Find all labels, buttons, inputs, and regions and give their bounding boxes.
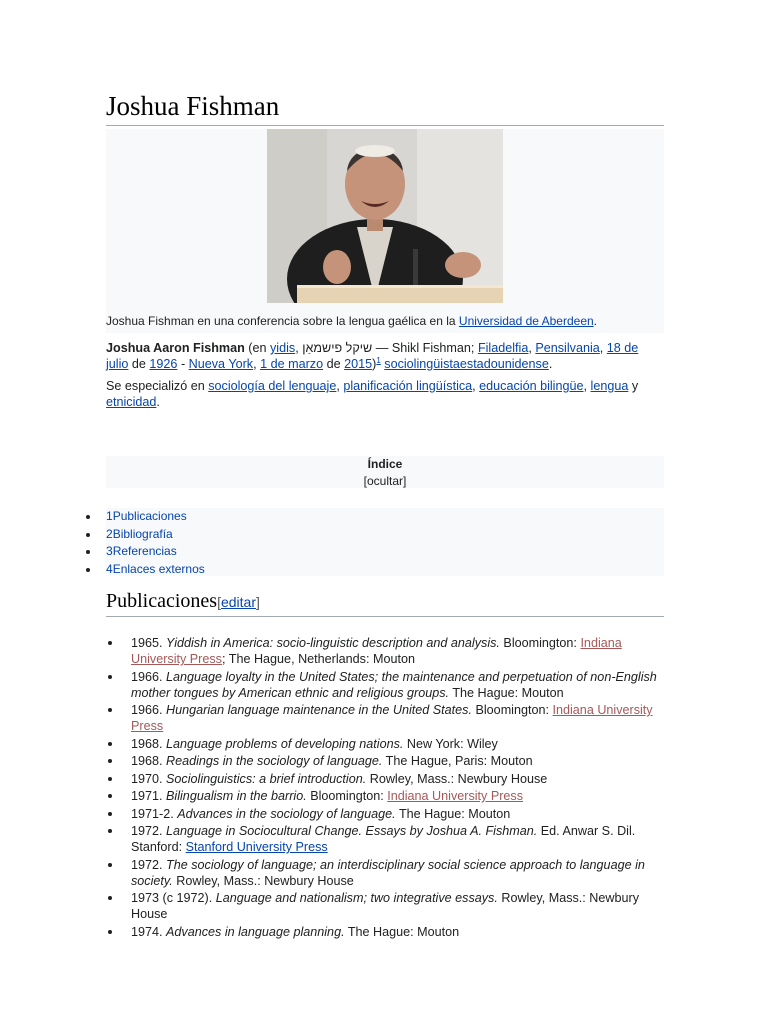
- publication-item: 1966. Hungarian language maintenance in the United States. Bloomington: Indiana University Press: [131, 702, 664, 734]
- link-planificacion-linguistica[interactable]: planificación lingüística: [343, 379, 473, 393]
- toc-item-enlaces-externos[interactable]: 4Enlaces externos: [106, 561, 664, 579]
- publication-item: 1971. Bilingualism in the barrio. Bloomington: Indiana University Press: [131, 788, 664, 804]
- section-heading-publicaciones: Publicaciones[editar]: [106, 588, 664, 617]
- publication-item: 1970. Sociolinguistics: a brief introduction. Rowley, Mass.: Newbury House: [131, 771, 664, 787]
- specialization-paragraph: Se especializó en sociología del lenguaje, planificación lingüística, educación bilingüe, lengua y etnicidad.: [106, 379, 639, 409]
- publisher-link[interactable]: Indiana University Press: [131, 703, 653, 733]
- publications-list: [106, 635, 664, 940]
- link-birth-date[interactable]: 18 de julio: [106, 341, 639, 371]
- page-title: Joshua Fishman: [106, 88, 664, 126]
- publication-item: 1965. Yiddish in America: socio-linguistic description and analysis. Bloomington: Indiana University Press; The Hague, Netherlands: Mouton: [131, 635, 664, 667]
- publication-item: 1972. The sociology of language; an interdisciplinary social science approach to language in society. Rowley, Mass.: Newbury House: [131, 857, 664, 889]
- subject-name: Joshua Aaron Fishman: [106, 341, 245, 355]
- toc-toggle-button[interactable]: [ocultar]: [363, 474, 407, 488]
- link-pensilvania[interactable]: Pensilvania: [535, 341, 600, 355]
- toc-title: Índice: [367, 457, 403, 471]
- portrait-photo[interactable]: [267, 129, 503, 303]
- caption-link-aberdeen[interactable]: Universidad de Aberdeen: [458, 314, 594, 328]
- link-educacion-bilingue[interactable]: educación bilingüe: [479, 379, 584, 393]
- link-death-date[interactable]: 1 de marzo: [260, 357, 324, 371]
- publication-item: 1971-2. Advances in the sociology of language. The Hague: Mouton: [131, 806, 664, 822]
- edit-section-link[interactable]: editar: [220, 594, 257, 610]
- publisher-link[interactable]: Indiana University Press: [131, 636, 622, 666]
- toc-list: [106, 508, 664, 576]
- toc-item-referencias[interactable]: 3Referencias: [106, 543, 664, 561]
- link-sociologia-lenguaje[interactable]: sociología del lenguaje: [208, 379, 337, 393]
- table-of-contents: [106, 456, 664, 488]
- link-filadelfia[interactable]: Filadelfia: [477, 341, 529, 355]
- publisher-link[interactable]: Stanford University Press: [185, 840, 328, 854]
- link-nueva-york[interactable]: Nueva York: [188, 357, 254, 371]
- toc-item-bibliografia[interactable]: 2Bibliografía: [106, 526, 664, 544]
- lead-paragraph: Joshua Aaron Fishman (en yidis, שיקל פישמאַן — Shikl Fishman; Filadelfia, Pensilvania, 18 de julio de 1926 - Nueva York, 1 de marzo de 2015)$^1$ sociolingüistaestadounidense.: [106, 341, 639, 371]
- publication-item: 1973 (c 1972). Language and nationalism; two integrative essays. Rowley, Mass.: Newbury House: [131, 890, 664, 922]
- publication-item: 1968. Readings in the sociology of language. The Hague, Paris: Mouton: [131, 753, 664, 769]
- article: [106, 88, 664, 941]
- link-death-year[interactable]: 2015: [344, 357, 373, 371]
- publication-item: 1972. Language in Sociocultural Change. Essays by Joshua A. Fishman. Ed. Anwar S. Dil. Stanford: Stanford University Press: [131, 823, 664, 855]
- infobox: [106, 129, 664, 333]
- link-profession[interactable]: sociolingüistaestadounidense: [384, 357, 549, 371]
- reference-link[interactable]: 1: [376, 355, 381, 365]
- toc-item-publicaciones[interactable]: 1Publicaciones: [106, 508, 664, 526]
- publication-item: 1966. Language loyalty in the United States; the maintenance and perpetuation of non-English mother tongues by American ethnic and religious groups. The Hague: Mouton: [131, 669, 664, 701]
- link-lengua[interactable]: lengua: [590, 379, 629, 393]
- link-yidis[interactable]: yidis: [270, 341, 296, 355]
- image-caption: Joshua Fishman en una conferencia sobre la lengua gaélica en la Universidad de Aberdeen.: [106, 314, 598, 328]
- link-birth-year[interactable]: 1926: [149, 357, 178, 371]
- link-etnicidad[interactable]: etnicidad: [106, 395, 157, 409]
- publisher-link[interactable]: Indiana University Press: [387, 789, 524, 803]
- publication-item: 1968. Language problems of developing nations. New York: Wiley: [131, 736, 664, 752]
- publication-item: 1974. Advances in language planning. The Hague: Mouton: [131, 924, 664, 940]
